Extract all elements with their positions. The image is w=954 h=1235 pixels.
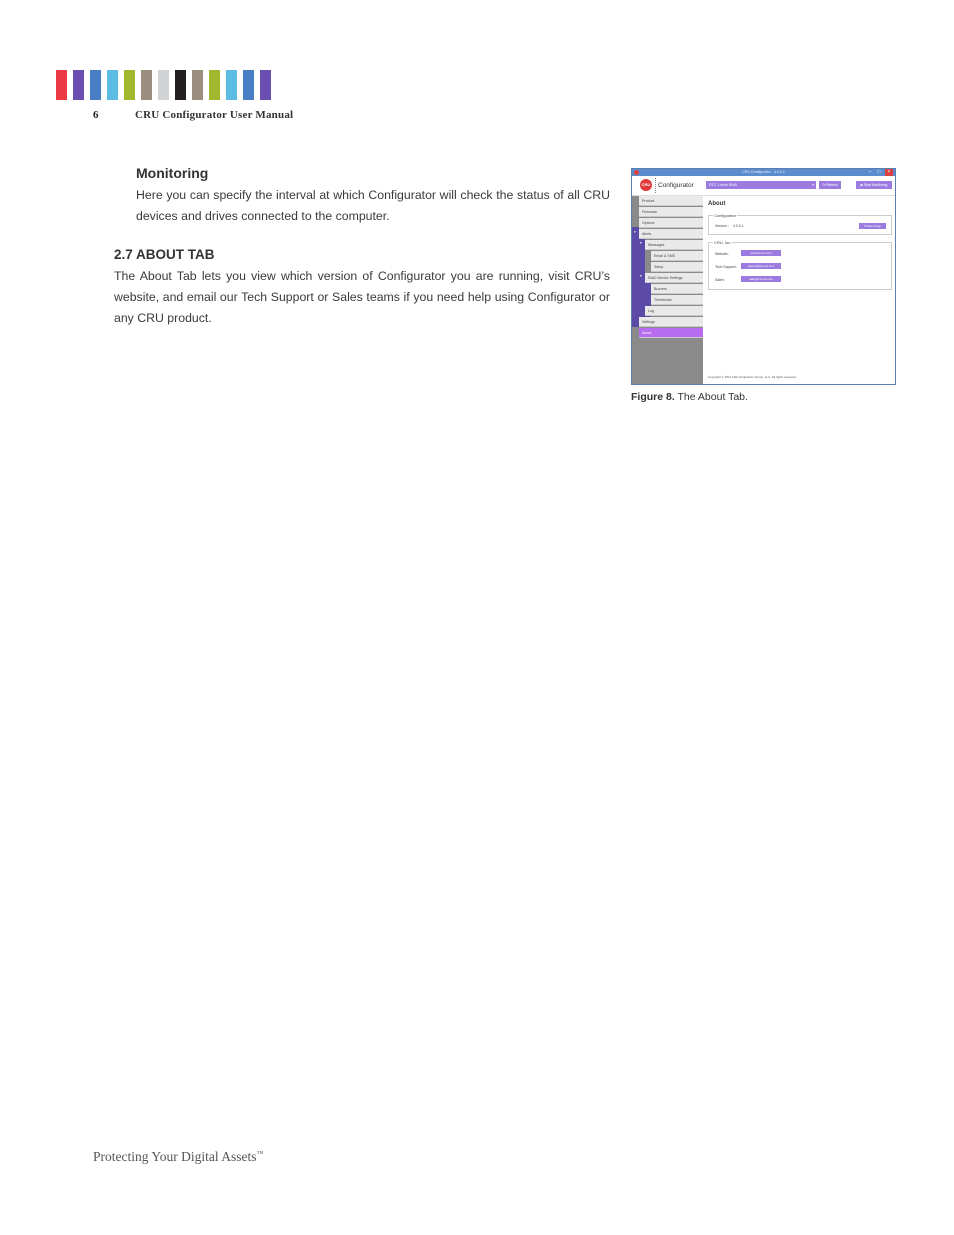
color-bar: [158, 70, 169, 100]
monitoring-paragraph: Here you can specify the interval at which Configurator will check the status of all CRU devices and drives connected to the computer.: [136, 188, 610, 223]
sidebar-item-firmware[interactable]: Firmware: [639, 207, 703, 217]
about-tab-screenshot: [631, 168, 896, 385]
window-titlebar: [632, 169, 895, 176]
tech-support-label: Tech Support:: [715, 265, 737, 269]
sales-email-button[interactable]: sales@cru-inc.com: [741, 276, 781, 282]
refresh-button[interactable]: [819, 181, 841, 189]
version-row: [715, 224, 744, 228]
copyright-text: Copyright © 2014 CRU Acquisition Group, LLC. All rights reserved.: [708, 375, 797, 379]
header-color-bars: [56, 70, 271, 100]
sidebar-item-messages[interactable]: Messages: [645, 240, 703, 250]
website-link-button[interactable]: www.cru-inc.com: [741, 250, 781, 256]
refresh-button-label: Refresh: [826, 183, 838, 187]
sidebar-indent-bar: [632, 227, 639, 327]
cru-logo: CRU: [640, 179, 652, 191]
color-bar: [209, 70, 220, 100]
about-content-pane: [703, 196, 895, 384]
figure-text: The About Tab.: [674, 391, 748, 403]
minimize-icon[interactable]: –: [868, 169, 872, 175]
color-bar: [243, 70, 254, 100]
color-bar: [226, 70, 237, 100]
sidebar-item-product[interactable]: Product: [639, 196, 703, 206]
color-bar: [56, 70, 67, 100]
about-tab-heading: 2.7 ABOUT TAB: [114, 247, 215, 262]
cru-inc-group-label: CRU, Inc.: [714, 240, 732, 245]
version-value: 4.0.0.1: [733, 224, 744, 228]
color-bar: [124, 70, 135, 100]
footer-tagline-text: Protecting Your Digital Assets: [93, 1149, 257, 1164]
tech-support-email-button[interactable]: support@cru-inc.com: [741, 263, 781, 269]
configurator-group-label: Configurator: [714, 213, 737, 218]
sidebar-item-raid-device-settings[interactable]: RAID Device Settings: [645, 273, 703, 283]
trademark-symbol: ™: [256, 1149, 264, 1158]
color-bar: [73, 70, 84, 100]
sidebar-item-buzzers[interactable]: Buzzers: [651, 284, 703, 294]
sidebar: [632, 196, 703, 384]
toolbar-divider: [655, 178, 656, 193]
device-selector[interactable]: [706, 181, 816, 189]
window-title: CRU Configurator - 4.0.0.1: [742, 170, 785, 174]
expand-caret-icon[interactable]: ▾: [634, 230, 636, 234]
page-number: 6: [93, 109, 99, 121]
color-bar: [90, 70, 101, 100]
footer-tagline: [93, 1149, 263, 1165]
product-page-button[interactable]: Product Page: [859, 223, 886, 229]
sidebar-item-alerts[interactable]: Alerts: [639, 229, 703, 239]
sidebar-item-options[interactable]: Options: [639, 218, 703, 228]
close-icon[interactable]: ×: [885, 169, 893, 176]
figure-label: Figure 8.: [631, 391, 675, 403]
color-bar: [107, 70, 118, 100]
expand-caret-icon[interactable]: ▾: [640, 241, 642, 245]
chevron-down-icon: ▾: [812, 183, 814, 187]
color-bar: [141, 70, 152, 100]
sidebar-item-thresholds[interactable]: Thresholds: [651, 295, 703, 305]
sidebar-item-setup[interactable]: Setup: [651, 262, 703, 272]
start-monitoring-label: Start Monitoring: [864, 183, 888, 187]
color-bar: [192, 70, 203, 100]
color-bar: [175, 70, 186, 100]
sales-label: Sales:: [715, 278, 725, 282]
sidebar-item-log[interactable]: Log: [645, 306, 703, 316]
content-title: About: [708, 201, 726, 207]
configurator-group: [708, 215, 892, 235]
expand-caret-icon[interactable]: ▾: [640, 274, 642, 278]
play-icon: ▶: [860, 183, 864, 187]
website-label: Website:: [715, 252, 729, 256]
device-selector-value: DTC 2-drive RAID: [709, 183, 738, 187]
figure-caption: [631, 391, 748, 403]
refresh-icon: ⟳: [822, 183, 826, 187]
version-label: Version :: [715, 224, 729, 228]
color-bar: [260, 70, 271, 100]
cru-inc-group: [708, 242, 892, 290]
start-monitoring-button[interactable]: [856, 181, 892, 189]
sidebar-item-settings[interactable]: Settings: [639, 317, 703, 327]
manual-title: CRU Configurator User Manual: [135, 109, 294, 121]
maximize-icon[interactable]: □: [877, 169, 881, 175]
about-tab-paragraph: The About Tab lets you view which version of Configurator you are running, visit CRU’s website, and email our Tech Support or Sales teams if you need help using Configurator or any CRU product.: [114, 269, 610, 325]
sidebar-item-email-sms[interactable]: Email & SMS: [651, 251, 703, 261]
monitoring-heading: Monitoring: [136, 165, 209, 181]
sidebar-item-about[interactable]: About: [639, 328, 703, 338]
app-name: Configurator: [658, 182, 694, 189]
